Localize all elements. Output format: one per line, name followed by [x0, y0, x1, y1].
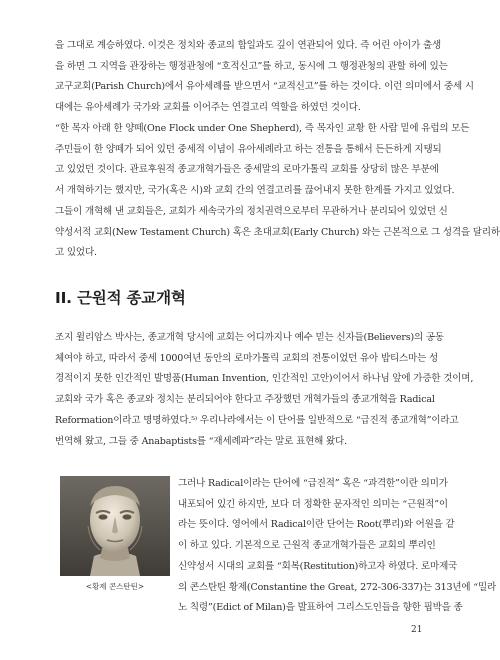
text-line: 경적이지 못한 인간적인 발명품(Human Invention, 인간적인 고안)이어서 하나님 앞에 가증한 것이며,	[55, 373, 474, 385]
text-line: 조지 윌리암스 박사는, 종교개혁 당시에 교회는 어디까지나 예수 믿는 신자들(Believers)의 공동	[55, 332, 444, 343]
paragraph-one-flock	[55, 119, 500, 264]
paragraph-root-meaning	[178, 474, 497, 619]
text-line: 을 그대로 계승하였다. 이것은 정치와 종교의 합일과도 깊이 연관되어 있다. 즉 어린 아이가 출생	[55, 40, 442, 51]
page-number: 21	[411, 625, 423, 635]
constantine-figure	[60, 476, 170, 592]
text-line: Reformation이라고 명명하였다.⁵⁾ 우리나라에서는 이 단어를 일반적으로 “급진적 종교개혁”이라고	[55, 414, 459, 426]
text-line: 교구교회(Parish Church)에서 유아세례를 받으면서 “교적신고”를 하는 것이다. 이런 의미에서 중세 시	[55, 81, 474, 93]
text-line: 고 있었다.	[55, 247, 97, 259]
text-line: 라는 뜻이다. 영어에서 Radical이란 단어는 Root(뿌리)와 어원을 같	[178, 519, 455, 531]
text-line: 교회와 국가 혹은 종교와 정치는 분리되어야 한다고 주장했던 개혁가들의 종교개혁을 Radical	[55, 394, 435, 406]
paragraph-infant-baptism	[55, 36, 474, 119]
section-heading: II. 근원적 종교개혁	[55, 289, 186, 307]
text-line: 신약성서 시대의 교회를 “회복(Restitution)하고자 하였다. 로마제국	[178, 560, 458, 572]
text-line: 내포되어 있긴 하지만, 보다 더 정확한 문자적인 의미는 “근원적”이	[178, 498, 448, 510]
text-line: “한 목자 아래 한 양떼(One Flock under One Shepherd), 즉 목자인 교황 한 사람 밑에 유럽의 모든	[55, 123, 470, 134]
text-line: 대에는 유아세례가 국가와 교회를 이어주는 연결고리 역할을 하였던 것이다.	[55, 102, 361, 114]
text-line: 서 개혁하기는 했지만, 국가(혹은 시)와 교회 간의 연결고리를 끊어내지 못한 한계를 가지고 있었다.	[55, 185, 455, 197]
text-line: 이 하고 있다. 기본적으로 근원적 종교개혁가들은 교회의 뿌리인	[178, 540, 436, 552]
text-line: 그들이 개혁해 낸 교회들은, 교회가 세속국가의 정치권력으로부터 무관하거나 분리되어 있었던 신	[55, 205, 448, 217]
text-line: 을 하면 그 지역을 관장하는 행정관청에 “호적신고”를 하고, 동시에 그 행정관청의 관할 하에 있는	[55, 60, 448, 72]
text-line: 약성서적 교회(New Testament Church) 혹은 초대교회(Early Church) 와는 근본적으로 그 성격을 달리하	[55, 226, 500, 238]
text-line: 번역해 왔고, 그들 중 Anabaptists를 “재세례파”라는 말로 표현해 왔다.	[55, 435, 347, 447]
paragraph-radical-reformation	[55, 328, 474, 452]
text-line: 고 있었던 것이다. 관료후원적 종교개혁가들은 중세말의 로마가톨릭 교회를 상당히 많은 부분에	[55, 164, 439, 176]
text-line: 노 칙령”(Edict of Milan)을 발표하여 그리스도인들을 향한 핍박을 종	[178, 602, 463, 614]
text-line: 그러나 Radical이라는 단어에 “급진적” 혹은 “과격한”이란 의미가	[178, 478, 448, 489]
figure-caption: <황제 콘스탄틴>	[85, 582, 145, 591]
constantine-bust-image	[60, 476, 170, 576]
text-line: 체여야 하고, 따라서 중세 1000여년 동안의 로마가톨릭 교회의 전통이었던 유아 밥티스마는 성	[55, 352, 438, 364]
text-line: 의 콘스탄틴 황제(Constantine the Great, 272-306-337)는 313년에 “밀라	[178, 581, 497, 593]
text-line: 주민들이 한 양떼가 되어 있던 중세적 이념이 유아세례라고 하는 전통을 통해서 든든하게 지탱되	[55, 143, 442, 155]
